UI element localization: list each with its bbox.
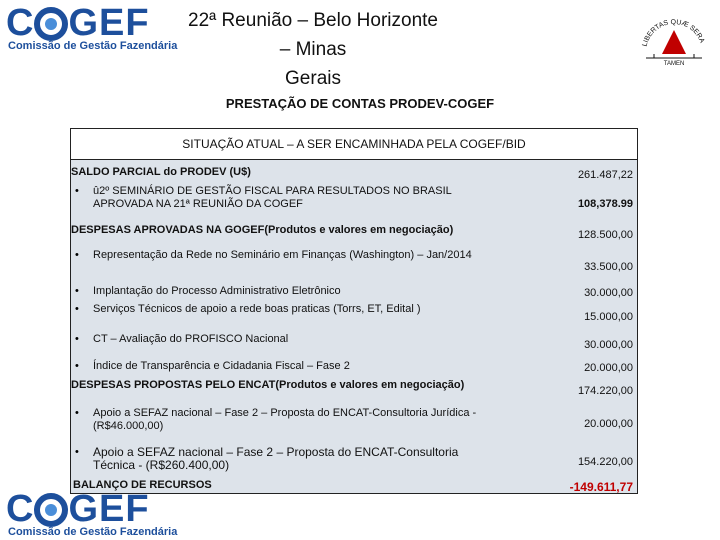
propostas-value: 174.220,00 <box>577 385 633 397</box>
logo-globe-icon <box>34 7 68 41</box>
saldo-label: SALDO PARCIAL do PRODEV (U$) <box>71 166 251 178</box>
item4-value: 30.000,00 <box>584 339 633 351</box>
section-title: PRESTAÇÃO DE CONTAS PRODEV-COGEF <box>225 96 495 111</box>
item5-label: Índice de Transparência e Cidadania Fiscal – Fase 2 <box>93 360 350 372</box>
aprovadas-label: DESPESAS APROVADAS NA GOGEF(Produtos e valores em negociação) <box>71 224 454 236</box>
page-title: 22ª Reunião – Belo Horizonte – Minas Gerais <box>188 10 438 89</box>
minas-gerais-flag-icon <box>640 10 708 68</box>
svg-text:LIBERTAS QUÆ SERA: LIBERTAS QUÆ SERA <box>641 18 706 48</box>
item6-value: 20.000,00 <box>584 418 633 430</box>
seminario-value: 108,378.99 <box>577 198 633 210</box>
item7-value: 154.220,00 <box>577 456 633 468</box>
saldo-value: 261.487,22 <box>577 169 633 181</box>
bullet: • <box>75 446 79 458</box>
item3-label: Serviços Técnicos de apoio a rede boas praticas (Torrs, ET, Edital ) <box>93 303 421 315</box>
bullet: • <box>75 407 79 419</box>
bullet: • <box>75 360 79 372</box>
accounts-panel <box>70 128 638 494</box>
item3-value: 15.000,00 <box>584 311 633 323</box>
bullet: • <box>75 285 79 297</box>
balanco-value: -149.611,77 <box>569 480 633 494</box>
item2-label: Implantação do Processo Administrativo Eletrônico <box>93 285 341 297</box>
seminario-item: û2º SEMINÁRIO DE GESTÃO FISCAL PARA RESULTADOS NO BRASIL APROVADA NA 21ª REUNIÃO DA COGEF <box>93 185 452 210</box>
panel-heading: SITUAÇÃO ATUAL – A SER ENCAMINHADA PELA COGEF/BID <box>71 129 637 160</box>
item6-label: Apoio a SEFAZ nacional – Fase 2 – Proposta do ENCAT-Consultoria Jurídica - (R$46.000,00) <box>93 407 477 432</box>
bullet: • <box>75 249 79 261</box>
aprovadas-value: 128.500,00 <box>577 229 633 241</box>
logo-globe-icon <box>34 493 68 527</box>
balanco-label: BALANÇO DE RECURSOS <box>73 479 212 491</box>
item7-label: Apoio a SEFAZ nacional – Fase 2 – Proposta do ENCAT-Consultoria Técnica - (R$260.400,00) <box>93 445 459 472</box>
item1-label: Representação da Rede no Seminário em Finanças (Washington) – Jan/2014 <box>93 249 472 261</box>
item1-value: 33.500,00 <box>584 261 633 273</box>
cogef-logo <box>6 4 184 54</box>
propostas-label: DESPESAS PROPOSTAS PELO ENCAT(Produtos e valores em negociação) <box>71 379 465 391</box>
bullet: • <box>75 333 79 345</box>
svg-text:TAMEN: TAMEN <box>663 61 685 67</box>
item5-value: 20.000,00 <box>584 362 633 374</box>
item2-value: 30.000,00 <box>584 287 633 299</box>
cogef-logo-bottom <box>6 490 184 540</box>
logo-subtitle: Comissão de Gestão Fazendária <box>8 526 178 538</box>
bullet: • <box>75 185 79 197</box>
item4-label: CT – Avaliação do PROFISCO Nacional <box>93 333 289 345</box>
logo-wordmark: C GEF <box>6 2 150 44</box>
logo-wordmark: C GEF <box>6 488 150 530</box>
bullet: • <box>75 303 79 315</box>
logo-subtitle: Comissão de Gestão Fazendária <box>8 40 178 52</box>
